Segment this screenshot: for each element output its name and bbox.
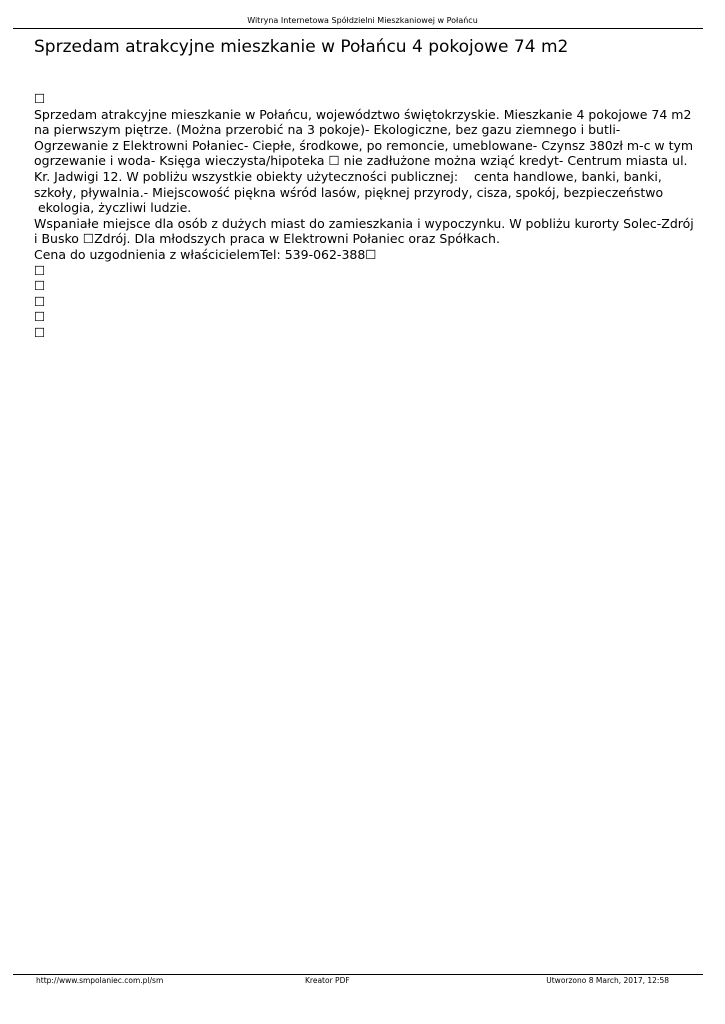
body-line: ☐ [34,262,46,278]
footer-divider [13,974,703,975]
body-line: i Busko ☐Zdrój. Dla młodszych praca w Elektrowni Połaniec oraz Spółkach. [34,231,500,247]
footer-created-date: Utworzono 8 March, 2017, 12:58 [546,976,669,985]
body-line: ☐ [34,309,46,325]
body-line: ekologia, życzliwi ludzie. [34,200,192,216]
footer-creator: Kreator PDF [305,976,350,985]
footer-url[interactable]: http://www.smpolaniec.com.pl/sm [36,976,164,985]
body-line: ☐ [34,293,46,309]
body-line: Sprzedam atrakcyjne mieszkanie w Połańcu, województwo świętokrzyskie. Mieszkanie 4 pokojowe 74 m2 [34,106,692,122]
site-name-header: Witryna Internetowa Spółdzielni Mieszkaniowej w Połańcu [247,16,478,25]
body-line: ☐ [34,91,46,106]
contact-line: Cena do uzgodnienia z właścicielemTel: 539-062-388☐ [34,246,377,262]
page-title: Sprzedam atrakcyjne mieszkanie w Połańcu 4 pokojowe 74 m2 [34,37,569,57]
body-line: Wspaniałe miejsce dla osób z dużych miast do zamieszkania i wypoczynku. W pobliżu kurorty Solec-Zdrój [34,215,694,231]
header-divider [13,28,703,29]
body-line: ☐ [34,324,46,340]
body-line: szkoły, pływalnia.- Miejscowość piękna wśród lasów, pięknej przyrody, cisza, spokój, bezpieczeństwo [34,184,664,200]
body-line: na pierwszym piętrze. (Można przerobić na 3 pokoje)- Ekologiczne, bez gazu ziemnego i butli- [34,122,621,138]
body-line: Ogrzewanie z Elektrowni Połaniec- Ciepłe, środkowe, po remoncie, umeblowane- Czynsz 380zł m-c w tym [34,137,694,153]
body-line: Kr. Jadwigi 12. W pobliżu wszystkie obiekty użyteczności publicznej: centa handlowe, banki, banki, [34,168,662,184]
body-line: ☐ [34,278,46,294]
article-body [34,91,694,341]
body-line: ogrzewanie i woda- Księga wieczysta/hipoteka ☐ nie zadłużone można wziąć kredyt- Centrum miasta ul. [34,153,688,169]
